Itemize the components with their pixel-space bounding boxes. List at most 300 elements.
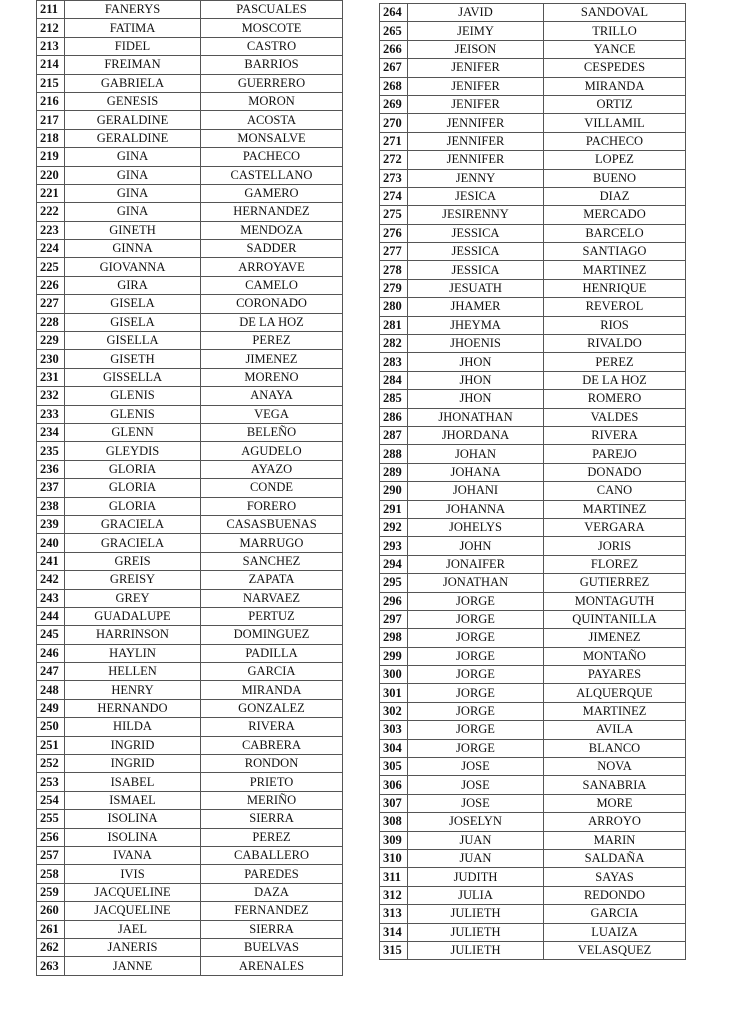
first-name-cell: JORGE xyxy=(408,629,544,647)
right-table-body xyxy=(380,4,686,960)
table-row xyxy=(380,629,686,647)
last-name-cell: PAREDES xyxy=(201,865,343,883)
table-row xyxy=(380,886,686,904)
first-name-cell: FANERYS xyxy=(65,1,201,19)
row-number-cell: 249 xyxy=(37,699,65,717)
first-name-cell: GISELA xyxy=(65,313,201,331)
table-row xyxy=(380,206,686,224)
row-number-cell: 310 xyxy=(380,849,408,867)
row-number-cell: 211 xyxy=(37,1,65,19)
row-number-cell: 238 xyxy=(37,497,65,515)
last-name-cell: MERCADO xyxy=(544,206,686,224)
table-row xyxy=(380,59,686,77)
table-row xyxy=(37,148,343,166)
table-row xyxy=(37,515,343,533)
row-number-cell: 215 xyxy=(37,74,65,92)
row-number-cell: 243 xyxy=(37,589,65,607)
first-name-cell: JULIETH xyxy=(408,941,544,959)
table-row xyxy=(380,132,686,150)
left-table-body xyxy=(37,1,343,976)
last-name-cell: GARCIA xyxy=(201,663,343,681)
first-name-cell: IVIS xyxy=(65,865,201,883)
table-row xyxy=(37,350,343,368)
first-name-cell: GREY xyxy=(65,589,201,607)
first-name-cell: JULIA xyxy=(408,886,544,904)
table-row xyxy=(37,460,343,478)
last-name-cell: FERNANDEZ xyxy=(201,902,343,920)
table-row xyxy=(37,37,343,55)
last-name-cell: PACHECO xyxy=(544,132,686,150)
row-number-cell: 272 xyxy=(380,151,408,169)
last-name-cell: SIERRA xyxy=(201,920,343,938)
table-row xyxy=(37,626,343,644)
last-name-cell: DAZA xyxy=(201,883,343,901)
table-row xyxy=(37,56,343,74)
table-row xyxy=(37,957,343,975)
row-number-cell: 292 xyxy=(380,518,408,536)
first-name-cell: JORGE xyxy=(408,647,544,665)
last-name-cell: AGUDELO xyxy=(201,442,343,460)
first-name-cell: JULIETH xyxy=(408,923,544,941)
first-name-cell: HENRY xyxy=(65,681,201,699)
first-name-cell: INGRID xyxy=(65,736,201,754)
row-number-cell: 261 xyxy=(37,920,65,938)
last-name-cell: CASTRO xyxy=(201,37,343,55)
last-name-cell: LOPEZ xyxy=(544,151,686,169)
table-row xyxy=(37,644,343,662)
row-number-cell: 296 xyxy=(380,592,408,610)
row-number-cell: 264 xyxy=(380,4,408,22)
last-name-cell: GARCIA xyxy=(544,905,686,923)
first-name-cell: GRACIELA xyxy=(65,534,201,552)
first-name-cell: JENIFER xyxy=(408,59,544,77)
last-name-cell: CAMELO xyxy=(201,276,343,294)
table-row xyxy=(380,555,686,573)
first-name-cell: JOHANI xyxy=(408,482,544,500)
last-name-cell: FLOREZ xyxy=(544,555,686,573)
first-name-cell: GISETH xyxy=(65,350,201,368)
last-name-cell: GONZALEZ xyxy=(201,699,343,717)
row-number-cell: 263 xyxy=(37,957,65,975)
row-number-cell: 260 xyxy=(37,902,65,920)
last-name-cell: PEREZ xyxy=(201,828,343,846)
table-row xyxy=(37,240,343,258)
first-name-cell: GINNA xyxy=(65,240,201,258)
row-number-cell: 267 xyxy=(380,59,408,77)
table-row xyxy=(37,791,343,809)
row-number-cell: 273 xyxy=(380,169,408,187)
last-name-cell: MARTINEZ xyxy=(544,702,686,720)
first-name-cell: HERNANDO xyxy=(65,699,201,717)
first-name-cell: FATIMA xyxy=(65,19,201,37)
last-name-cell: BARCELO xyxy=(544,224,686,242)
table-row xyxy=(380,445,686,463)
last-name-cell: MIRANDA xyxy=(201,681,343,699)
table-row xyxy=(37,368,343,386)
row-number-cell: 298 xyxy=(380,629,408,647)
first-name-cell: GISSELLA xyxy=(65,368,201,386)
first-name-cell: JONATHAN xyxy=(408,574,544,592)
table-row xyxy=(380,279,686,297)
last-name-cell: GUTIERREZ xyxy=(544,574,686,592)
table-row xyxy=(37,663,343,681)
first-name-cell: JHON xyxy=(408,353,544,371)
last-name-cell: NARVAEZ xyxy=(201,589,343,607)
last-name-cell: RONDON xyxy=(201,755,343,773)
first-name-cell: GENESIS xyxy=(65,92,201,110)
table-row xyxy=(380,335,686,353)
table-row xyxy=(37,258,343,276)
last-name-cell: YANCE xyxy=(544,40,686,58)
first-name-cell: ISMAEL xyxy=(65,791,201,809)
last-name-cell: MIRANDA xyxy=(544,77,686,95)
row-number-cell: 227 xyxy=(37,295,65,313)
row-number-cell: 232 xyxy=(37,387,65,405)
first-name-cell: GLORIA xyxy=(65,460,201,478)
row-number-cell: 213 xyxy=(37,37,65,55)
last-name-cell: REDONDO xyxy=(544,886,686,904)
row-number-cell: 233 xyxy=(37,405,65,423)
table-row xyxy=(380,721,686,739)
table-row xyxy=(37,699,343,717)
first-name-cell: GINA xyxy=(65,148,201,166)
first-name-cell: JOHELYS xyxy=(408,518,544,536)
table-row xyxy=(37,313,343,331)
row-number-cell: 217 xyxy=(37,111,65,129)
table-row xyxy=(380,574,686,592)
last-name-cell: JORIS xyxy=(544,537,686,555)
row-number-cell: 214 xyxy=(37,56,65,74)
first-name-cell: JESICA xyxy=(408,187,544,205)
table-row xyxy=(380,592,686,610)
first-name-cell: GISELA xyxy=(65,295,201,313)
table-row xyxy=(380,243,686,261)
row-number-cell: 252 xyxy=(37,755,65,773)
first-name-cell: JONAIFER xyxy=(408,555,544,573)
last-name-cell: RIOS xyxy=(544,316,686,334)
row-number-cell: 253 xyxy=(37,773,65,791)
table-row xyxy=(380,4,686,22)
table-row xyxy=(37,129,343,147)
first-name-cell: INGRID xyxy=(65,755,201,773)
table-row xyxy=(380,868,686,886)
last-name-cell: ARENALES xyxy=(201,957,343,975)
first-name-cell: JAVID xyxy=(408,4,544,22)
row-number-cell: 295 xyxy=(380,574,408,592)
row-number-cell: 291 xyxy=(380,500,408,518)
last-name-cell: ARROYAVE xyxy=(201,258,343,276)
row-number-cell: 259 xyxy=(37,883,65,901)
row-number-cell: 212 xyxy=(37,19,65,37)
first-name-cell: HILDA xyxy=(65,718,201,736)
table-row xyxy=(37,589,343,607)
first-name-cell: JANNE xyxy=(65,957,201,975)
table-row xyxy=(380,371,686,389)
row-number-cell: 308 xyxy=(380,813,408,831)
table-row xyxy=(37,534,343,552)
first-name-cell: HARRINSON xyxy=(65,626,201,644)
table-row xyxy=(380,684,686,702)
row-number-cell: 257 xyxy=(37,846,65,864)
row-number-cell: 251 xyxy=(37,736,65,754)
last-name-cell: CORONADO xyxy=(201,295,343,313)
first-name-cell: JHORDANA xyxy=(408,426,544,444)
last-name-cell: BLANCO xyxy=(544,739,686,757)
last-name-cell: HERNANDEZ xyxy=(201,203,343,221)
table-row xyxy=(380,923,686,941)
first-name-cell: JUAN xyxy=(408,849,544,867)
row-number-cell: 277 xyxy=(380,243,408,261)
table-row xyxy=(37,276,343,294)
first-name-cell: JESUATH xyxy=(408,279,544,297)
first-name-cell: JENNIFER xyxy=(408,114,544,132)
table-row xyxy=(37,479,343,497)
table-row xyxy=(37,755,343,773)
last-name-cell: PASCUALES xyxy=(201,1,343,19)
table-row xyxy=(37,938,343,956)
row-number-cell: 244 xyxy=(37,607,65,625)
first-name-cell: JULIETH xyxy=(408,905,544,923)
table-row xyxy=(37,846,343,864)
row-number-cell: 248 xyxy=(37,681,65,699)
first-name-cell: GINETH xyxy=(65,221,201,239)
table-row xyxy=(380,666,686,684)
row-number-cell: 304 xyxy=(380,739,408,757)
row-number-cell: 240 xyxy=(37,534,65,552)
table-row xyxy=(380,298,686,316)
table-row xyxy=(37,442,343,460)
first-name-cell: GLORIA xyxy=(65,497,201,515)
row-number-cell: 223 xyxy=(37,221,65,239)
last-name-cell: VERGARA xyxy=(544,518,686,536)
table-row xyxy=(380,941,686,959)
row-number-cell: 231 xyxy=(37,368,65,386)
row-number-cell: 299 xyxy=(380,647,408,665)
last-name-cell: PACHECO xyxy=(201,148,343,166)
row-number-cell: 237 xyxy=(37,479,65,497)
last-name-cell: MERIÑO xyxy=(201,791,343,809)
table-row xyxy=(380,849,686,867)
first-name-cell: JOHANA xyxy=(408,463,544,481)
first-name-cell: JOSELYN xyxy=(408,813,544,831)
last-name-cell: MORE xyxy=(544,794,686,812)
table-row xyxy=(380,758,686,776)
table-row xyxy=(380,408,686,426)
first-name-cell: JORGE xyxy=(408,721,544,739)
last-name-cell: ROMERO xyxy=(544,390,686,408)
first-name-cell: JOHANNA xyxy=(408,500,544,518)
last-name-cell: PRIETO xyxy=(201,773,343,791)
row-number-cell: 288 xyxy=(380,445,408,463)
last-name-cell: MARTINEZ xyxy=(544,500,686,518)
last-name-cell: SANABRIA xyxy=(544,776,686,794)
first-name-cell: JENIFER xyxy=(408,95,544,113)
last-name-cell: PAREJO xyxy=(544,445,686,463)
table-row xyxy=(37,736,343,754)
table-row xyxy=(380,151,686,169)
row-number-cell: 279 xyxy=(380,279,408,297)
row-number-cell: 293 xyxy=(380,537,408,555)
first-name-cell: JORGE xyxy=(408,702,544,720)
table-row xyxy=(380,390,686,408)
first-name-cell: GERALDINE xyxy=(65,129,201,147)
row-number-cell: 221 xyxy=(37,184,65,202)
row-number-cell: 256 xyxy=(37,828,65,846)
row-number-cell: 269 xyxy=(380,95,408,113)
table-row xyxy=(380,794,686,812)
last-name-cell: AVILA xyxy=(544,721,686,739)
last-name-cell: ORTIZ xyxy=(544,95,686,113)
table-row xyxy=(37,902,343,920)
row-number-cell: 224 xyxy=(37,240,65,258)
first-name-cell: GLENIS xyxy=(65,405,201,423)
last-name-cell: BELEÑO xyxy=(201,423,343,441)
first-name-cell: GIOVANNA xyxy=(65,258,201,276)
first-name-cell: JENIFER xyxy=(408,77,544,95)
row-number-cell: 258 xyxy=(37,865,65,883)
first-name-cell: JENNIFER xyxy=(408,132,544,150)
first-name-cell: GINA xyxy=(65,184,201,202)
row-number-cell: 315 xyxy=(380,941,408,959)
table-row xyxy=(37,883,343,901)
row-number-cell: 226 xyxy=(37,276,65,294)
first-name-cell: JOSE xyxy=(408,776,544,794)
row-number-cell: 220 xyxy=(37,166,65,184)
table-row xyxy=(37,828,343,846)
table-row xyxy=(380,831,686,849)
row-number-cell: 297 xyxy=(380,610,408,628)
row-number-cell: 247 xyxy=(37,663,65,681)
last-name-cell: MOSCOTE xyxy=(201,19,343,37)
last-name-cell: ANAYA xyxy=(201,387,343,405)
first-name-cell: GIRA xyxy=(65,276,201,294)
last-name-cell: PERTUZ xyxy=(201,607,343,625)
last-name-cell: ZAPATA xyxy=(201,571,343,589)
first-name-cell: FIDEL xyxy=(65,37,201,55)
table-row xyxy=(380,95,686,113)
row-number-cell: 222 xyxy=(37,203,65,221)
row-number-cell: 270 xyxy=(380,114,408,132)
first-name-cell: GINA xyxy=(65,166,201,184)
first-name-cell: JHOENIS xyxy=(408,335,544,353)
last-name-cell: CONDE xyxy=(201,479,343,497)
last-name-cell: VELASQUEZ xyxy=(544,941,686,959)
row-number-cell: 309 xyxy=(380,831,408,849)
last-name-cell: SIERRA xyxy=(201,810,343,828)
first-name-cell: JOSE xyxy=(408,758,544,776)
row-number-cell: 284 xyxy=(380,371,408,389)
row-number-cell: 228 xyxy=(37,313,65,331)
table-row xyxy=(37,74,343,92)
first-name-cell: GISELLA xyxy=(65,332,201,350)
last-name-cell: ACOSTA xyxy=(201,111,343,129)
table-row xyxy=(380,776,686,794)
table-row xyxy=(37,607,343,625)
table-row xyxy=(380,187,686,205)
row-number-cell: 290 xyxy=(380,482,408,500)
first-name-cell: GERALDINE xyxy=(65,111,201,129)
first-name-cell: JORGE xyxy=(408,684,544,702)
first-name-cell: GLENIS xyxy=(65,387,201,405)
table-row xyxy=(37,920,343,938)
table-row xyxy=(37,203,343,221)
table-row xyxy=(37,1,343,19)
first-name-cell: JEISON xyxy=(408,40,544,58)
first-name-cell: JAEL xyxy=(65,920,201,938)
row-number-cell: 307 xyxy=(380,794,408,812)
first-name-cell: GLEYDIS xyxy=(65,442,201,460)
first-name-cell: GREISY xyxy=(65,571,201,589)
table-row xyxy=(380,647,686,665)
table-row xyxy=(380,518,686,536)
last-name-cell: SALDAÑA xyxy=(544,849,686,867)
row-number-cell: 276 xyxy=(380,224,408,242)
last-name-cell: PEREZ xyxy=(544,353,686,371)
last-name-cell: FORERO xyxy=(201,497,343,515)
last-name-cell: CESPEDES xyxy=(544,59,686,77)
first-name-cell: JEIMY xyxy=(408,22,544,40)
row-number-cell: 281 xyxy=(380,316,408,334)
first-name-cell: JHON xyxy=(408,371,544,389)
first-name-cell: IVANA xyxy=(65,846,201,864)
table-row xyxy=(380,77,686,95)
table-row xyxy=(380,463,686,481)
table-row xyxy=(380,905,686,923)
first-name-cell: ISABEL xyxy=(65,773,201,791)
table-row xyxy=(37,571,343,589)
table-row xyxy=(380,500,686,518)
table-row xyxy=(380,353,686,371)
table-row xyxy=(37,423,343,441)
last-name-cell: MONTAGUTH xyxy=(544,592,686,610)
table-row xyxy=(380,316,686,334)
right-name-table xyxy=(379,3,686,960)
first-name-cell: JHONATHAN xyxy=(408,408,544,426)
first-name-cell: GINA xyxy=(65,203,201,221)
last-name-cell: AYAZO xyxy=(201,460,343,478)
first-name-cell: HELLEN xyxy=(65,663,201,681)
first-name-cell: GABRIELA xyxy=(65,74,201,92)
last-name-cell: BUELVAS xyxy=(201,938,343,956)
row-number-cell: 242 xyxy=(37,571,65,589)
last-name-cell: ALQUERQUE xyxy=(544,684,686,702)
first-name-cell: JENNIFER xyxy=(408,151,544,169)
last-name-cell: BUENO xyxy=(544,169,686,187)
first-name-cell: JACQUELINE xyxy=(65,902,201,920)
table-row xyxy=(380,114,686,132)
table-row xyxy=(380,22,686,40)
last-name-cell: DOMINGUEZ xyxy=(201,626,343,644)
last-name-cell: NOVA xyxy=(544,758,686,776)
row-number-cell: 282 xyxy=(380,335,408,353)
first-name-cell: JORGE xyxy=(408,610,544,628)
first-name-cell: JUAN xyxy=(408,831,544,849)
table-row xyxy=(380,426,686,444)
table-row xyxy=(380,224,686,242)
row-number-cell: 278 xyxy=(380,261,408,279)
first-name-cell: GRACIELA xyxy=(65,515,201,533)
row-number-cell: 275 xyxy=(380,206,408,224)
row-number-cell: 245 xyxy=(37,626,65,644)
last-name-cell: CANO xyxy=(544,482,686,500)
last-name-cell: SANCHEZ xyxy=(201,552,343,570)
first-name-cell: ISOLINA xyxy=(65,810,201,828)
table-row xyxy=(37,405,343,423)
last-name-cell: DIAZ xyxy=(544,187,686,205)
first-name-cell: FREIMAN xyxy=(65,56,201,74)
first-name-cell: JANERIS xyxy=(65,938,201,956)
table-row xyxy=(37,387,343,405)
